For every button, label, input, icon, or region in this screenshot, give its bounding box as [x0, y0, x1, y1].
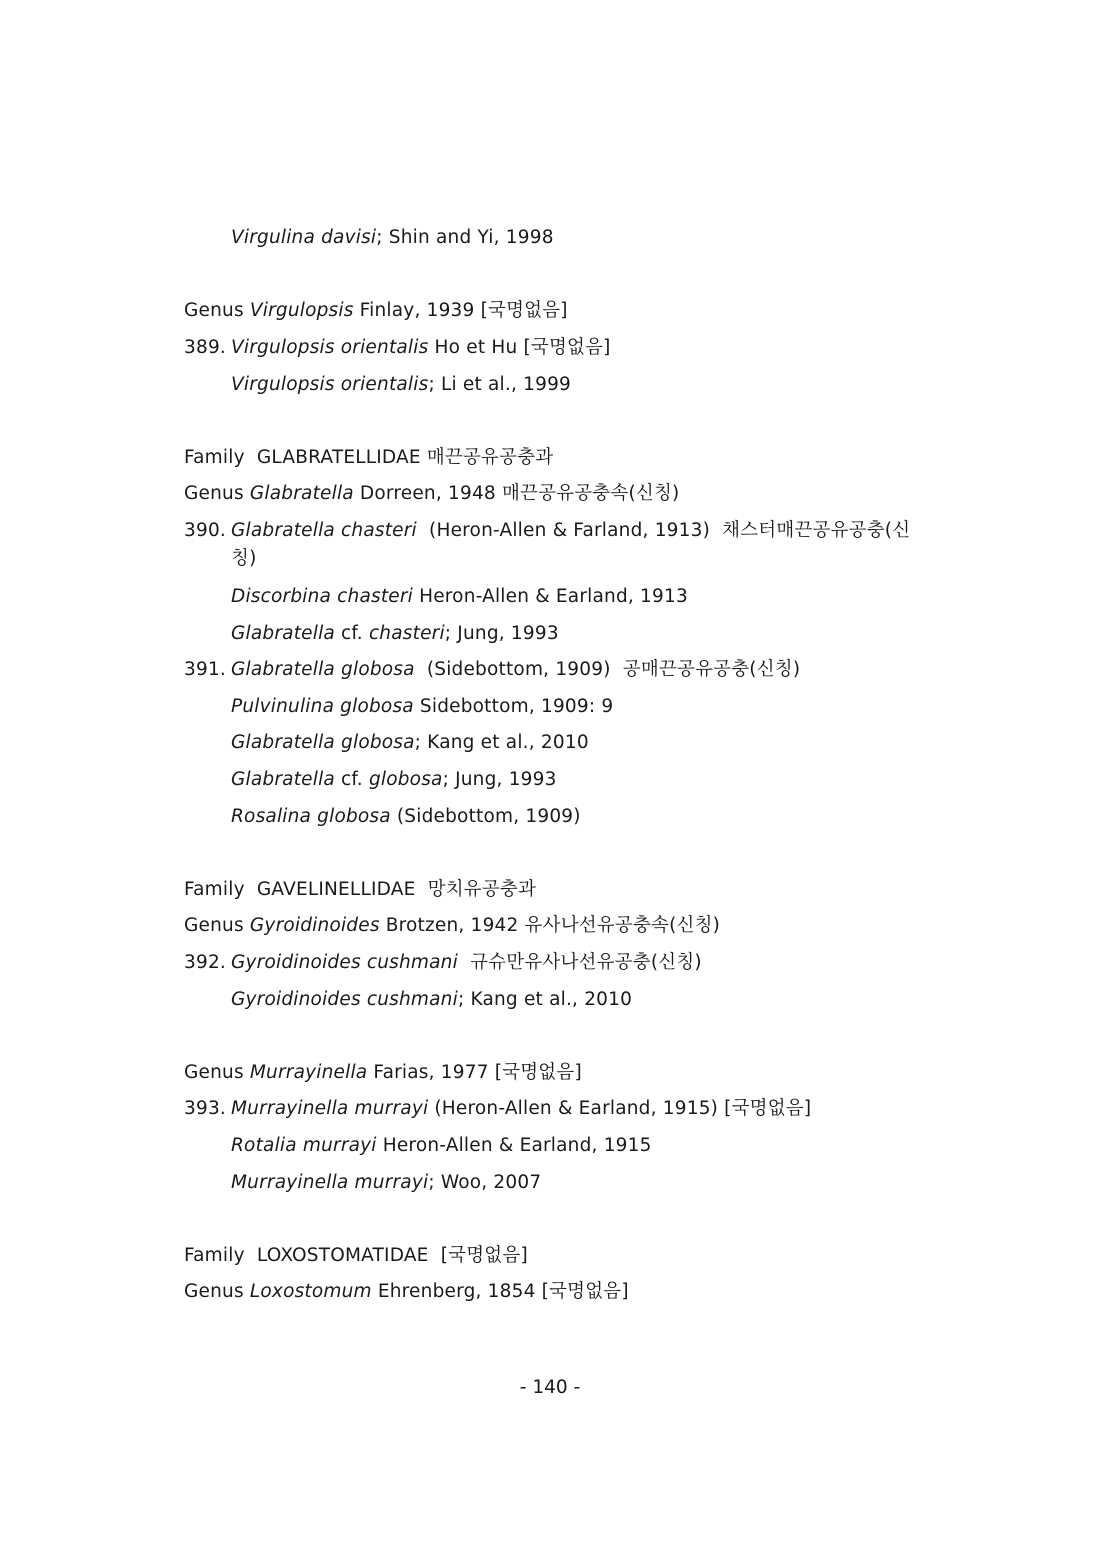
- genus-heading: Genus Virgulopsis Finlay, 1939 [국명없음]: [184, 300, 568, 321]
- family-heading: Family GAVELINELLIDAE 망치유공충과: [184, 879, 537, 900]
- family-heading: Family GLABRATELLIDAE 매끈공유공충과: [184, 447, 554, 468]
- synonym-line: Virgulopsis orientalis; Li et al., 1999: [231, 374, 572, 395]
- genus-heading: Genus Gyroidinoides Brotzen, 1942 유사나선유공충속(신칭): [184, 915, 721, 936]
- genus-heading: Genus Glabratella Dorreen, 1948 매끈공유공충속(신칭): [184, 483, 680, 504]
- genus-heading: Genus Murrayinella Farias, 1977 [국명없음]: [184, 1062, 582, 1083]
- species-entry-continuation: 칭): [231, 548, 257, 569]
- synonym-line: Virgulina davisi; Shin and Yi, 1998: [231, 227, 554, 248]
- species-entry: 391. Glabratella globosa (Sidebottom, 1909) 공매끈공유공충(신칭): [184, 659, 801, 680]
- synonym-line: Rosalina globosa (Sidebottom, 1909): [231, 806, 581, 827]
- page-number: - 140 -: [519, 1377, 581, 1398]
- synonym-line: Pulvinulina globosa Sidebottom, 1909: 9: [231, 696, 614, 717]
- synonym-line: Rotalia murrayi Heron-Allen & Earland, 1915: [231, 1135, 652, 1156]
- family-heading: Family LOXOSTOMATIDAE [국명없음]: [184, 1245, 528, 1266]
- species-entry: 392. Gyroidinoides cushmani 규슈만유사나선유공충(신칭): [184, 952, 702, 973]
- synonym-line: Glabratella cf. globosa; Jung, 1993: [231, 769, 557, 790]
- synonym-line: Glabratella globosa; Kang et al., 2010: [231, 732, 589, 753]
- synonym-line: Gyroidinoides cushmani; Kang et al., 2010: [231, 989, 633, 1010]
- synonym-line: Murrayinella murrayi; Woo, 2007: [231, 1172, 542, 1193]
- species-entry: 389. Virgulopsis orientalis Ho et Hu [국명없음]: [184, 337, 611, 358]
- synonym-line: Discorbina chasteri Heron-Allen & Earland, 1913: [231, 586, 688, 607]
- genus-heading: Genus Loxostomum Ehrenberg, 1854 [국명없음]: [184, 1281, 629, 1302]
- species-entry: 393. Murrayinella murrayi (Heron-Allen & Earland, 1915) [국명없음]: [184, 1098, 812, 1119]
- synonym-line: Glabratella cf. chasteri; Jung, 1993: [231, 623, 559, 644]
- species-entry: 390. Glabratella chasteri (Heron-Allen & Farland, 1913) 채스터매끈공유공충(신: [184, 520, 911, 541]
